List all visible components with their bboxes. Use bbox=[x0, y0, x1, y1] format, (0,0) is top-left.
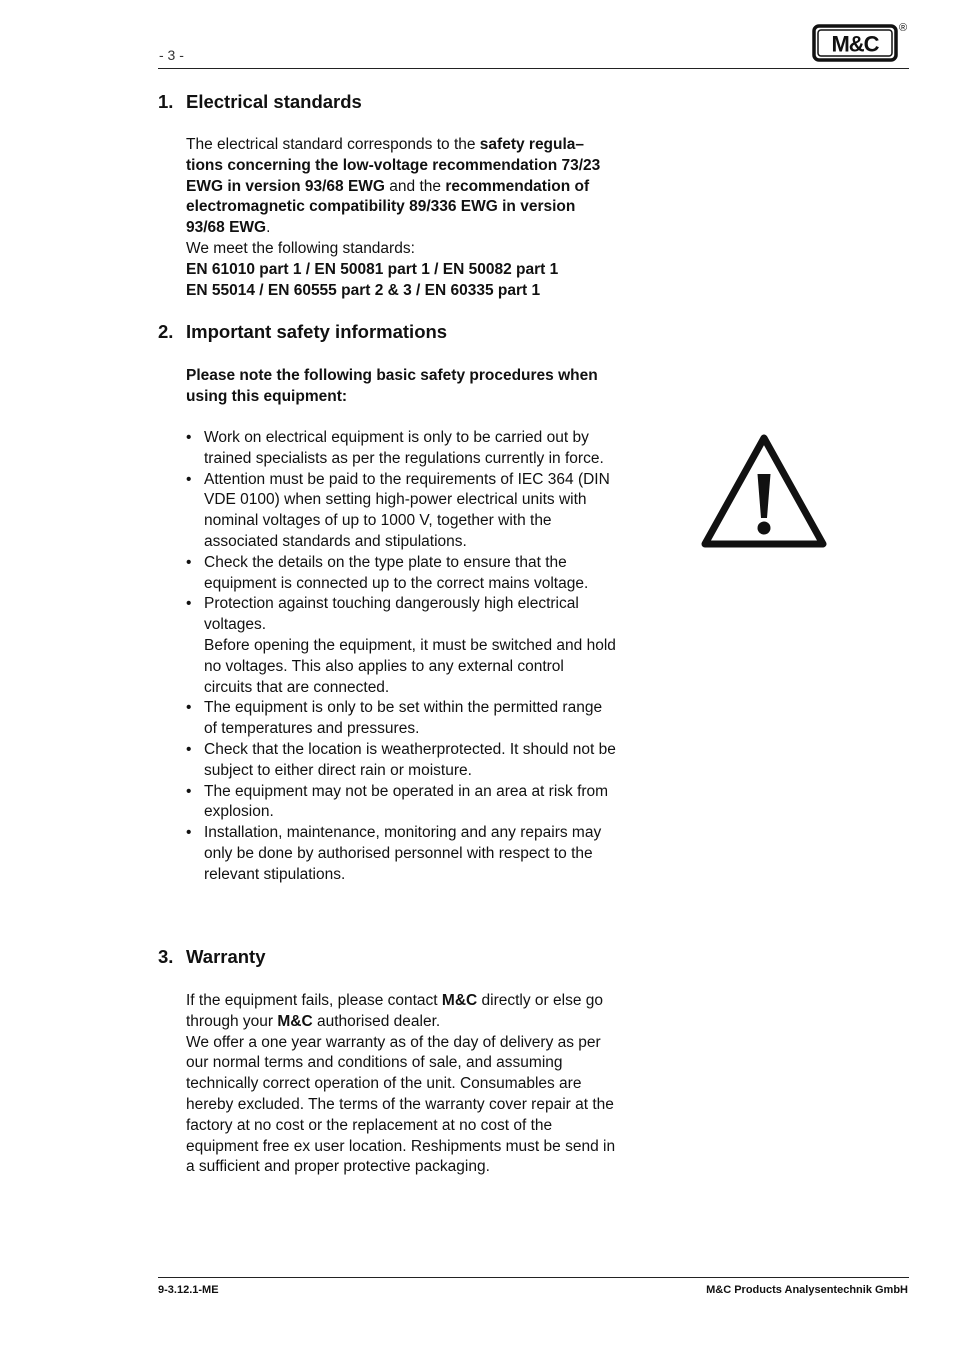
list-item-text: Protection against touching dangerously high electrical voltages. bbox=[204, 595, 579, 634]
warranty-terms: We offer a one year warranty as of the day of delivery as per our normal terms and conditions of sale, and assuming technically correct operation of the unit. Consumables are hereby excluded. The terms of the warranty cover repair at the factory at no cost or the replacement at no cost of the equipment free ex user location. Reshipments must be send in a sufficient and proper protective packaging. bbox=[186, 1033, 616, 1176]
section-2-number: 2. bbox=[158, 321, 174, 342]
warning-triangle-icon bbox=[700, 432, 828, 550]
text-span: If the equipment fails, please contact bbox=[186, 992, 442, 1009]
text-span: The electrical standard corresponds to the bbox=[186, 136, 480, 153]
page-number: - 3 - bbox=[159, 47, 184, 63]
standards-intro: We meet the following standards: bbox=[186, 239, 415, 257]
section-2-heading bbox=[158, 321, 447, 343]
list-item-text: Attention must be paid to the requirements of IEC 364 (DIN VDE 0100) when setting high-power electrical units with nominal voltages of up to 1000 V, together with the associated standards and stipulations. bbox=[204, 470, 610, 550]
section-3-heading bbox=[158, 946, 266, 968]
list-item-text: Check that the location is weatherprotected. It should not be subject to either direct rain or moisture. bbox=[204, 740, 616, 779]
safety-list bbox=[186, 428, 616, 886]
text-span: and the bbox=[384, 177, 446, 195]
section-3-body bbox=[186, 991, 616, 1178]
list-item-text: The equipment is only to be set within the permitted range of temperatures and pressures. bbox=[204, 699, 603, 738]
svg-text:M&C: M&C bbox=[831, 31, 879, 57]
bullet-icon: • bbox=[186, 782, 192, 800]
section-1-heading bbox=[158, 91, 362, 113]
list-item bbox=[186, 428, 616, 470]
document-code: 9-3.12.1-ME bbox=[158, 1284, 219, 1296]
section-1-title: Electrical standards bbox=[186, 91, 362, 112]
list-item-text: Installation, maintenance, monitoring and any repairs may only be done by authorised personnel with respect to the relevant stipulations. bbox=[204, 824, 602, 883]
mc-logo bbox=[812, 24, 898, 62]
company-name: M&C Products Analysentechnik GmbH bbox=[706, 1284, 908, 1296]
warranty-contact bbox=[186, 991, 616, 1033]
standards-paragraph bbox=[186, 135, 616, 239]
list-item-text: Check the details on the type plate to ensure that the equipment is connected up to the correct mains voltage. bbox=[204, 553, 589, 592]
text-span: authorised dealer. bbox=[312, 1012, 441, 1030]
safety-intro: Please note the following basic safety procedures when using this equipment: bbox=[186, 367, 598, 405]
section-3-number: 3. bbox=[158, 946, 174, 967]
footer-rule bbox=[158, 1277, 909, 1278]
section-1-number: 1. bbox=[158, 91, 174, 112]
header-rule bbox=[158, 68, 909, 69]
list-item-continuation: Before opening the equipment, it must be switched and hold no voltages. This also applies to any external control circuits that are connected. bbox=[204, 636, 616, 696]
bullet-icon: • bbox=[186, 470, 192, 488]
list-item bbox=[186, 594, 616, 698]
standards-line-2: EN 55014 / EN 60555 part 2 & 3 / EN 60335 part 1 bbox=[186, 281, 541, 299]
list-item bbox=[186, 740, 616, 782]
list-item bbox=[186, 782, 616, 824]
section-1-body bbox=[186, 135, 616, 301]
bullet-icon: • bbox=[186, 699, 192, 717]
standards-line-1: EN 61010 part 1 / EN 50081 part 1 / EN 50082 part 1 bbox=[186, 260, 559, 278]
bold-span: recommendation of electromagnetic compatibility 89/336 EWG in version 93/68 EWG bbox=[186, 177, 590, 237]
list-item bbox=[186, 470, 616, 553]
list-item bbox=[186, 553, 616, 595]
list-item-text: The equipment may not be operated in an area at risk from explosion. bbox=[204, 782, 609, 821]
bullet-icon: • bbox=[186, 429, 192, 446]
list-item bbox=[186, 698, 616, 740]
section-2-title: Important safety informations bbox=[186, 321, 448, 342]
text-span: . bbox=[266, 219, 271, 237]
bullet-icon: • bbox=[186, 824, 192, 842]
bullet-icon: • bbox=[186, 595, 192, 613]
bold-span: M&C bbox=[277, 1012, 313, 1030]
section-3-title: Warranty bbox=[186, 946, 266, 967]
bullet-icon: • bbox=[186, 740, 192, 758]
list-item bbox=[186, 823, 616, 885]
bold-span: M&C bbox=[441, 992, 478, 1009]
registered-mark: ® bbox=[899, 22, 908, 34]
list-item-text: Work on electrical equipment is only to be carried out by trained specialists as per the regulations currently in force. bbox=[204, 429, 604, 467]
bold-span: safety regula– tions concerning the low-voltage recommendation 73/23 EWG in version 93/68 EWG bbox=[186, 136, 601, 195]
text-span: directly or else go through your bbox=[186, 992, 603, 1030]
bullet-icon: • bbox=[186, 553, 192, 571]
